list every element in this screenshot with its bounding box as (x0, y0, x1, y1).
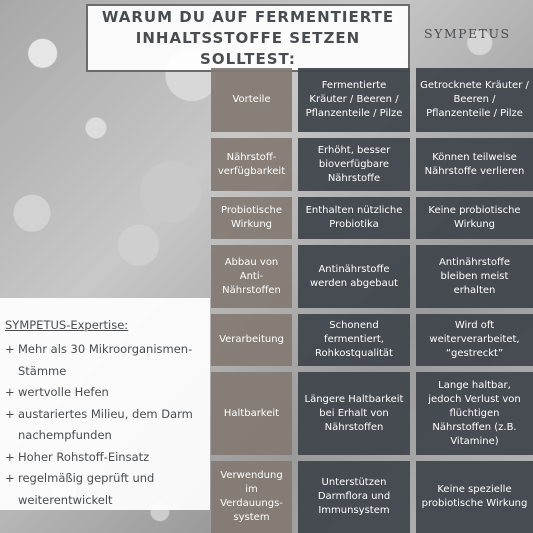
expertise-item-text: Hoher Rohstoff-Einsatz (18, 449, 150, 464)
cell-fermented-abbau-antinaehrstoffe: Antinährstoffe werden abgebaut (298, 245, 410, 308)
expertise-item-text: regelmäßig geprüft und weiterentwickelt (18, 471, 155, 507)
cell-dried-haltbarkeit: Lange haltbar, jedoch Verlust von flüchtigen Nährstoffen (z.B. Vitamine) (416, 372, 533, 455)
cell-dried-probiotische-wirkung: Keine probiotische Wirkung (416, 197, 533, 239)
cell-dried-verarbeitung: Wird oft weiterverarbeitet, “gestreckt” (416, 314, 533, 366)
cell-fermented-verdauungssystem: Unterstützen Darmflora und Immunsystem (298, 461, 410, 533)
expertise-item-text: austariertes Milieu, dem Darm nachempfunden (18, 406, 193, 442)
page-title: WARUM DU AUF FERMENTIERTE INHALTSSTOFFE SETZEN SOLLTEST: (101, 7, 395, 68)
plus-icon: + (5, 342, 15, 356)
list-item (5, 447, 206, 469)
plus-icon: + (5, 385, 15, 399)
plus-icon: + (5, 471, 15, 485)
row-label-naehrstoffverfuegbarkeit: Nährstoff-verfügbarkeit (211, 138, 292, 191)
plus-icon: + (5, 449, 15, 464)
cell-dried-verdauungssystem: Keine spezielle probiotische Wirkung (416, 461, 533, 533)
row-label-abbau-antinaehrstoffe: Abbau von Anti-Nährstoffen (211, 245, 292, 308)
title-box (86, 4, 410, 72)
cell-fermented-verarbeitung: Schonend fermentiert, Rohkostqualität (298, 314, 410, 366)
cell-fermented-vorteile: Fermentierte Kräuter / Beeren / Pflanzenteile / Pilze (298, 68, 410, 132)
cell-fermented-naehrstoffverfuegbarkeit: Erhöht, besser bioverfügbare Nährstoffe (298, 138, 410, 191)
list-item (5, 468, 206, 511)
list-item (5, 382, 206, 404)
cell-dried-vorteile: Getrocknete Kräuter / Beeren / Pflanzenteile / Pilze (416, 68, 533, 132)
row-label-probiotische-wirkung: Probiotische Wirkung (211, 197, 292, 239)
cell-fermented-probiotische-wirkung: Enthalten nützliche Probiotika (298, 197, 410, 239)
plus-icon: + (5, 406, 15, 421)
expertise-item-text: wertvolle Hefen (18, 385, 109, 399)
row-label-verdauungssystem: Verwendung im Verdauungs-system (211, 461, 292, 533)
expertise-item-text: Mehr als 30 Mikroorganismen-Stämme (18, 342, 193, 378)
expertise-box (0, 298, 210, 510)
expertise-list (5, 339, 206, 511)
row-label-vorteile: Vorteile (211, 68, 292, 132)
cell-dried-abbau-antinaehrstoffe: Antinährstoffe bleiben meist erhalten (416, 245, 533, 308)
cell-fermented-haltbarkeit: Längere Haltbarkeit bei Erhalt von Nährstoffen (298, 372, 410, 455)
brand-logo: SYMPETUS (424, 26, 511, 41)
list-item (5, 339, 206, 382)
row-label-verarbeitung: Verarbeitung (211, 314, 292, 366)
list-item (5, 404, 206, 447)
cell-dried-naehrstoffverfuegbarkeit: Können teilweise Nährstoffe verlieren (416, 138, 533, 191)
row-label-haltbarkeit: Haltbarkeit (211, 372, 292, 455)
expertise-title: SYMPETUS-Expertise: (5, 318, 129, 332)
